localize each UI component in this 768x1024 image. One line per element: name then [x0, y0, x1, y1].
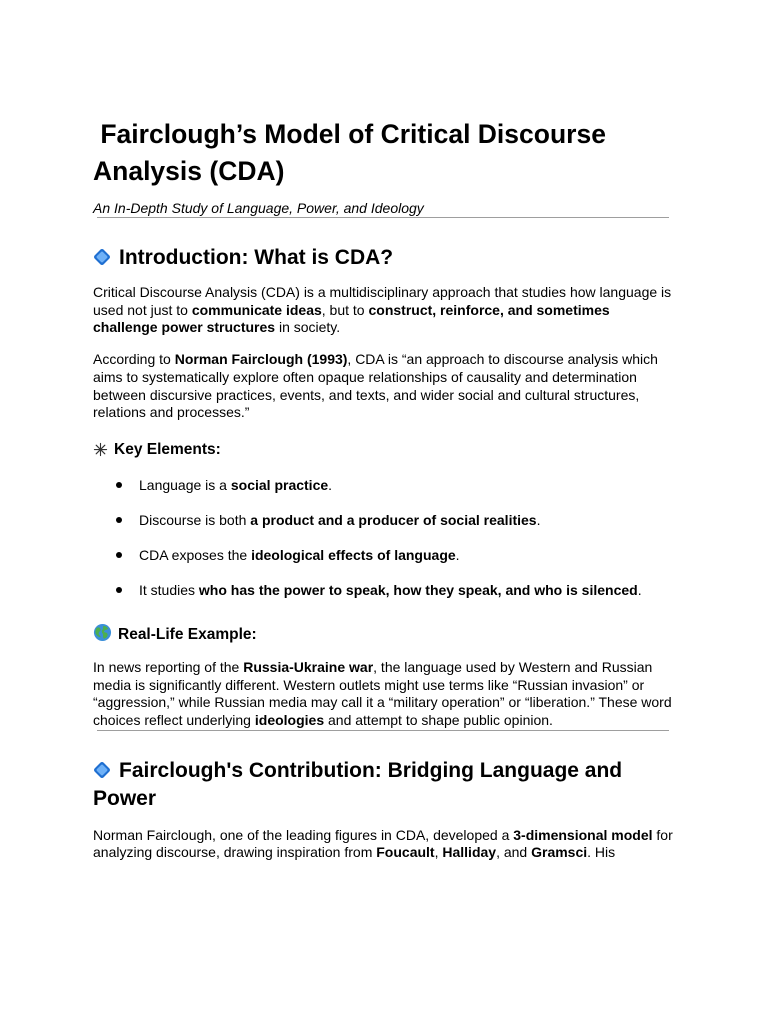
contribution-paragraph: Norman Fairclough, one of the leading figures in CDA, developed a 3-dimensional model for analyzing discourse, drawing inspiration from Foucault, Halliday, and Gramsci. His: [93, 826, 673, 861]
intro-paragraph-1: Critical Discourse Analysis (CDA) is a multidisciplinary approach that studies how language is used not just to communicate ideas, but to construct, reinforce, and sometimes challenge power structures in society.: [93, 284, 672, 336]
intro-paragraph-2: According to Norman Fairclough (1993), CDA is “an approach to discourse analysis which aims to systematically explore often opaque relationships of causality and determination between discursive practices, events, and texts, and wider social and cultural structures, relations and processes.”: [93, 351, 658, 421]
list-item: Discourse is both a product and a producer of social realities.: [93, 511, 673, 529]
key-elements-list: [93, 476, 673, 599]
contribution-heading: [93, 757, 673, 813]
section-divider: [97, 730, 669, 731]
list-item: Language is a social practice.: [93, 476, 673, 494]
document-subtitle: An In-Depth Study of Language, Power, and Ideology: [93, 200, 424, 216]
real-life-paragraph: In news reporting of the Russia-Ukraine war, the language used by Western and Russian media is significantly different. Western outlets might use terms like “Russian invasion” or “aggression,” while Russian media may call it a “military operation” or “liberation.” These word choices reflect underlying ideologies and attempt to shape public opinion.: [93, 658, 672, 729]
intro-heading: [93, 244, 673, 272]
contribution-heading-text: Fairclough's Contribution: Bridging Language and Power: [93, 758, 623, 810]
list-item: It studies who has the power to speak, how they speak, and who is silenced.: [93, 581, 673, 599]
sparkle-icon: [93, 442, 108, 457]
document-title: Fairclough’s Model of Critical Discourse Analysis (CDA): [93, 119, 606, 186]
key-elements-heading-text: Key Elements:: [114, 440, 221, 458]
bullet-icon: [116, 587, 122, 593]
document-content: [93, 116, 673, 862]
bullet-icon: [116, 517, 122, 523]
bullet-icon: [116, 552, 122, 558]
intro-heading-text: Introduction: What is CDA?: [119, 246, 394, 269]
section-divider: [97, 217, 669, 218]
bullet-icon: [116, 482, 122, 488]
globe-icon: [93, 623, 112, 642]
list-item: CDA exposes the ideological effects of language.: [93, 546, 673, 564]
real-life-heading: [93, 623, 673, 645]
key-elements-heading: [93, 440, 673, 460]
blue-diamond-icon: [93, 761, 111, 779]
blue-diamond-icon: [93, 248, 111, 266]
real-life-heading-text: Real-Life Example:: [118, 625, 257, 643]
